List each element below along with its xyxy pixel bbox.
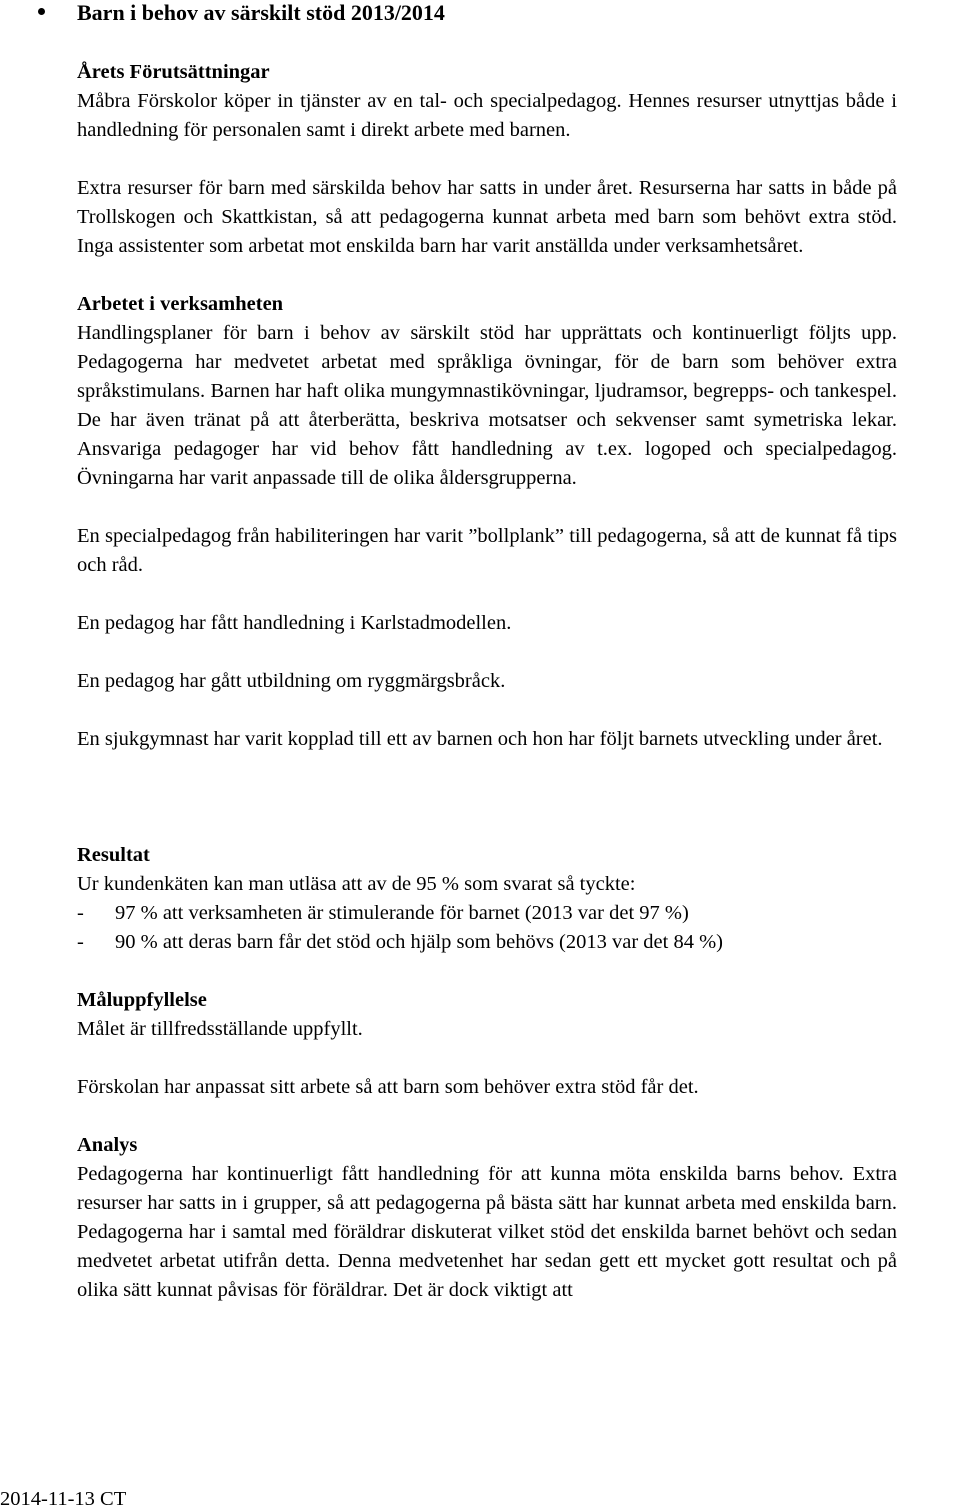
paragraph: Ur kundenkäten kan man utläsa att av de 95 % som svarat så tyckte: bbox=[77, 873, 636, 895]
document-body bbox=[77, 58, 897, 1305]
section-resultat bbox=[77, 841, 897, 957]
paragraph: Extra resurser för barn med särskilda behov har satts in under året. Resurserna har satts in både på Trollskogen och Skattkistan, så att pedagogerna kunnat arbeta med barn som behövt extra stöd. Inga assistenter som arbetat mot enskilda barn har varit anställda under verksamhetsåret. bbox=[77, 177, 897, 257]
paragraph: Måbra Förskolor köper in tjänster av en tal- och specialpedagog. Hennes resurser utnyttjas både i handledning för personalen samt i direkt arbete med barnen. bbox=[77, 90, 897, 141]
section-title: Måluppfyllelse bbox=[77, 989, 207, 1011]
section-forutsattningar bbox=[77, 58, 897, 261]
paragraph: En specialpedagog från habiliteringen har varit ”bollplank” till pedagogerna, så att de kunnat få tips och råd. bbox=[77, 525, 897, 576]
list-item-text: 97 % att verksamheten är stimulerande för barnet (2013 var det 97 %) bbox=[115, 902, 689, 924]
dash-marker: - bbox=[77, 931, 84, 953]
section-title: Årets Förutsättningar bbox=[77, 61, 270, 83]
paragraph: Handlingsplaner för barn i behov av särskilt stöd har upprättats och kontinuerligt följts upp. Pedagogerna har medvetet arbetat med språkliga övningar, för de barn som behöver extra språkstimulans. Barnen har haft olika mungymnastikövningar, ljudramsor, begrepps- och tankespel. De har även tränat på att återberätta, beskriva motsatser och sekvenser samt symetriska lekar. Ansvariga pedagoger har vid behov fått handledning av t.ex. logoped och specialpedagog. Övningarna har varit anpassade till de olika åldersgrupperna. bbox=[77, 322, 897, 489]
result-list bbox=[77, 899, 897, 957]
list-item bbox=[77, 928, 897, 957]
paragraph: Förskolan har anpassat sitt arbete så att barn som behöver extra stöd får det. bbox=[77, 1076, 699, 1098]
section-title: Resultat bbox=[77, 844, 150, 866]
dash-marker: - bbox=[77, 902, 84, 924]
section-arbetet bbox=[77, 290, 897, 754]
paragraph: En pedagog har gått utbildning om ryggmärgsbråck. bbox=[77, 670, 506, 692]
section-title: Analys bbox=[77, 1134, 138, 1156]
paragraph: En sjukgymnast har varit kopplad till ett av barnen och hon har följt barnets utveckling under året. bbox=[77, 728, 883, 750]
section-analys bbox=[77, 1131, 897, 1305]
section-title: Arbetet i verksamheten bbox=[77, 293, 284, 315]
bullet-icon bbox=[38, 8, 45, 15]
list-item bbox=[77, 899, 897, 928]
footer-date: 2014-11-13 CT bbox=[0, 1488, 127, 1510]
paragraph: Målet är tillfredsställande uppfyllt. bbox=[77, 1018, 363, 1040]
section-maluppfyllelse bbox=[77, 986, 897, 1102]
paragraph: Pedagogerna har kontinuerligt fått handledning för att kunna möta enskilda barns behov. Extra resurser har satts in i grupper, så att pedagogerna på bästa sätt har kunnat arbeta med enskilda barn. Pedagogerna har i samtal med föräldrar diskuterat vilket stöd det enskilda barnet behövt och sedan medvetet arbetat utifrån detta. Denna medvetenhet har sedan gett ett mycket gott resultat och på olika sätt kunnat påvisas för föräldrar. Det är dock viktigt att bbox=[77, 1163, 897, 1301]
paragraph: En pedagog har fått handledning i Karlstadmodellen. bbox=[77, 612, 512, 634]
main-heading-text: Barn i behov av särskilt stöd 2013/2014 bbox=[77, 0, 445, 25]
list-item-text: 90 % att deras barn får det stöd och hjälp som behövs (2013 var det 84 %) bbox=[115, 931, 724, 953]
